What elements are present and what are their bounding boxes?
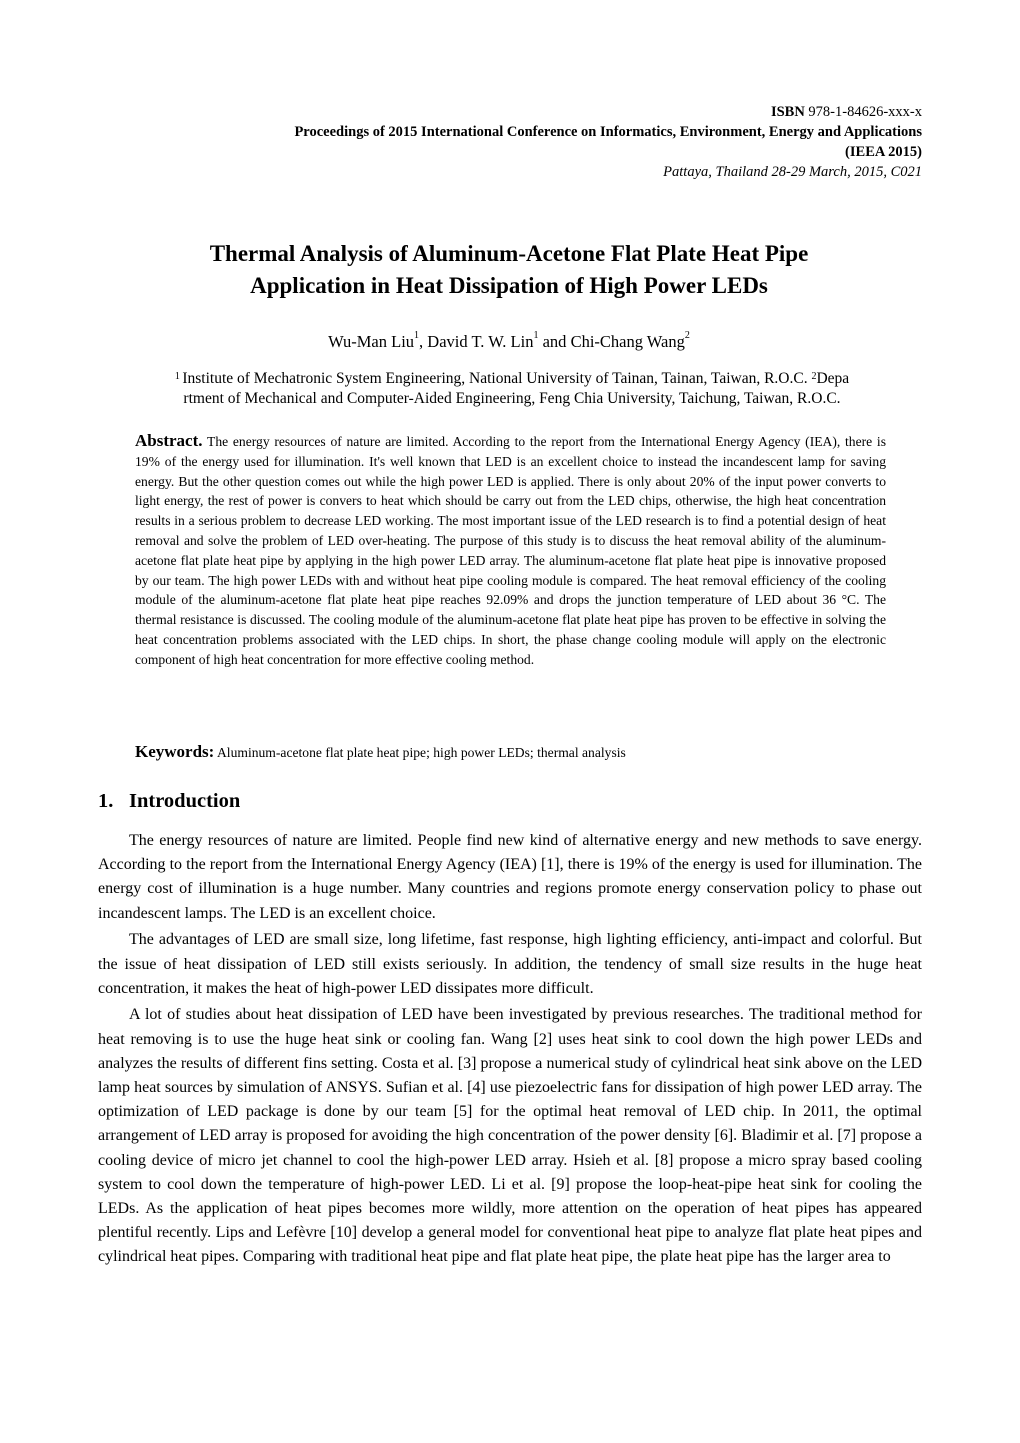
conference-header (294, 102, 922, 182)
affil-1-marker: 1 (174, 371, 183, 382)
author-1: Wu-Man Liu (328, 332, 415, 351)
section-number: 1. (98, 790, 114, 812)
abstract-label: Abstract. (135, 431, 203, 450)
affiliations (98, 369, 926, 409)
affiliation-line-2: rtment of Mechanical and Computer-Aided Engineering, Feng Chia University, Taichung, Taiwan, R.O.C. (183, 390, 841, 407)
author-3: Chi-Chang Wang (570, 332, 685, 351)
affiliation-1: Institute of Mechatronic System Engineering, National University of Tainan, Tainan, Taiwan, R.O.C. (182, 370, 812, 387)
abstract-text: The energy resources of nature are limited. According to the report from the International Energy Agency (IEA), there is 19% of the energy used for illumination. It's well known that LED is an excellent choice to instead the incandescent lamp for saving energy. But the other question comes out while the high power LED is applied. There is only about 20% of the input power converts to light energy, the rest of power is convers to heat which should be carry out from the LED chips, otherwise, the high heat concentration results in a serious problem to decrease LED working. The most important issue of the LED research is to find a potential design of heat removal and solve the problem of LED over-heating. The purpose of this study is to discuss the heat removal ability of the aluminum-acetone flat plate heat pipe by applying in the high power LED array. The aluminum-acetone flat plate heat pipe is innovative proposed by our team. The high power LEDs with and without heat pipe cooling module is compared. The heat removal efficiency of the cooling module of the aluminum-acetone flat plate heat pipe reaches 92.09% and drops the junction temperature of LED about 36 °C. The thermal resistance is discussed. The cooling module of the aluminum-acetone flat plate heat pipe has proven to be effective in solving the heat concentration problems associated with the LED chips. In short, the phase change cooling module will apply on the electronic component of high heat concentration for more effective cooling method. (135, 434, 886, 667)
keywords (135, 742, 886, 763)
paper-title (98, 238, 920, 302)
isbn-value: 978-1-84626-xxx-x (804, 104, 922, 120)
title-line-1: Thermal Analysis of Aluminum-Acetone Flat Plate Heat Pipe (209, 241, 809, 266)
author-list (98, 332, 920, 352)
section-body (98, 829, 922, 1272)
paragraph: A lot of studies about heat dissipation of LED have been investigated by previous researches. The traditional method for heat removing is to use the huge heat sink or cooling fan. Wang [2] uses heat sink to cool down the high power LEDs and analyzes the results of different fins setting. Costa et al. [3] propose a numerical study of cylindrical heat sink above on the LED lamp heat sources by simulation of ANSYS. Sufian et al. [4] use piezoelectric fans for dissipation of high power LED array. The optimization of LED package is done by our team [5] for the optimal heat removal of LED chip. In 2011, the optimal arrangement of LED array is proposed for avoiding the high concentration of the power density [6]. Bladimir et al. [7] propose a cooling device of micro jet channel to cool the high-power LED array. Hsieh et al. [8] propose a micro spray based cooling system to cool down the temperature of high-power LED. Li et al. [9] propose the loop-heat-pipe heat sink for cooling the LEDs. As the application of heat pipes becomes more wildly, more attention on the operation of heat pipes has appeared plentiful recently. Lips and Lefèvre [10] develop a general model for conventional heat pipe to analyze flat plate heat pipes and cylindrical heat pipes. Comparing with traditional heat pipe and flat plate heat pipe, the plate heat pipe has the larger area to (98, 1006, 922, 1266)
section-heading (98, 790, 240, 813)
keywords-label: Keywords: (135, 742, 215, 761)
affiliation-2-start: Depa (816, 370, 850, 387)
author-1-affil: 1 (414, 330, 420, 341)
affil-2-marker: 2 (811, 371, 817, 382)
conference-acronym: (IEEA 2015) (845, 144, 922, 160)
keywords-text: Aluminum-acetone flat plate heat pipe; high power LEDs; thermal analysis (214, 745, 626, 760)
author-2: David T. W. Lin (427, 332, 534, 351)
title-line-2: Application in Heat Dissipation of High Power LEDs (250, 273, 768, 298)
conference-location: Pattaya, Thailand 28-29 March, 2015, C021 (663, 164, 922, 180)
affiliation-line-1 (98, 369, 926, 389)
author-2-affil: 1 (533, 330, 539, 341)
author-separator: and (538, 332, 571, 351)
section-title: Introduction (129, 790, 241, 812)
author-separator: , (419, 332, 428, 351)
proceedings-title: Proceedings of 2015 International Conference on Informatics, Environment, Energy and Applications (294, 124, 922, 140)
paragraph: The advantages of LED are small size, long lifetime, fast response, high lighting efficiency, anti-impact and colorful. But the issue of heat dissipation of LED still exists seriously. In addition, the tendency of small size results in the huge heat concentration, it makes the heat of high-power LED dissipates more difficult. (98, 931, 922, 997)
abstract (135, 431, 886, 670)
author-3-affil: 2 (684, 330, 690, 341)
paragraph: The energy resources of nature are limited. People find new kind of alternative energy and new methods to save energy. According to the report from the International Energy Agency (IEA) [1], there is 19% of the energy is used for illumination. The energy cost of illumination is a huge number. Many countries and regions promote energy conservation policy to phase out incandescent lamps. The LED is an excellent choice. (98, 832, 922, 922)
isbn-label: ISBN (770, 104, 805, 120)
